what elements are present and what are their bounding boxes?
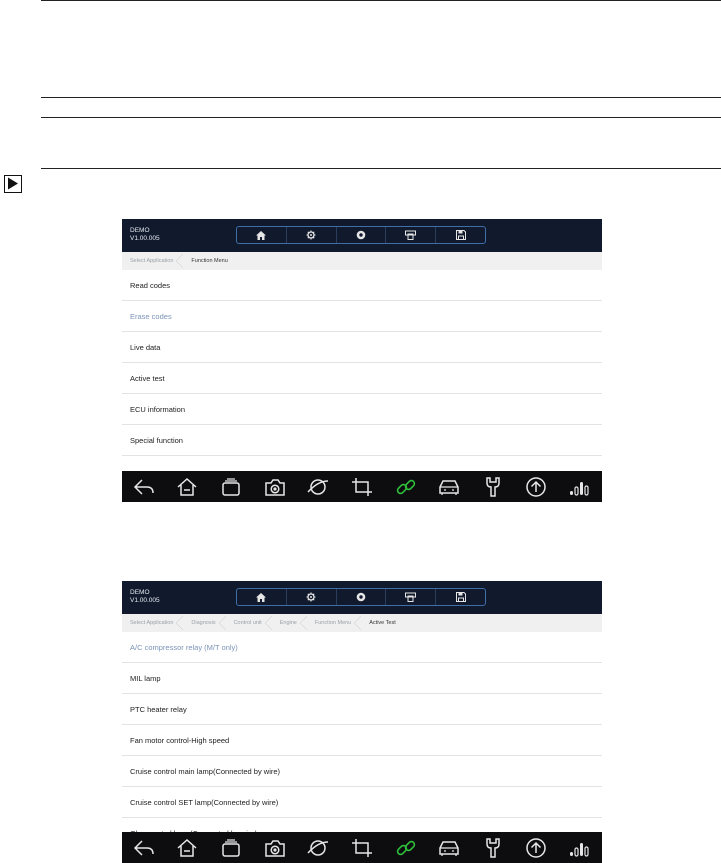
- recent-apps-icon[interactable]: [217, 475, 245, 499]
- print-icon: [405, 592, 416, 602]
- back-icon[interactable]: [130, 836, 158, 860]
- app-brand: [130, 589, 160, 605]
- bottom-navbar: [122, 832, 602, 863]
- settings-button[interactable]: [287, 589, 337, 605]
- settings-button[interactable]: [287, 227, 337, 243]
- upgrade-icon[interactable]: [522, 836, 550, 860]
- section-rule-1: [41, 97, 721, 98]
- home-outline-icon[interactable]: [173, 475, 201, 499]
- settings-icon: [306, 230, 316, 240]
- bottom-navbar: [122, 471, 602, 502]
- list-item[interactable]: PTC heater relay: [122, 694, 602, 725]
- list-item[interactable]: Cruise control main lamp(Connected by wire): [122, 756, 602, 787]
- breadcrumb: [122, 252, 602, 270]
- camera-icon[interactable]: [261, 475, 289, 499]
- save-button[interactable]: [436, 227, 485, 243]
- list-item[interactable]: A/C compressor relay (M/T only): [122, 632, 602, 663]
- vehicle-icon[interactable]: [435, 836, 463, 860]
- home-icon: [256, 593, 266, 602]
- app-brand: [130, 227, 160, 243]
- function-menu-screenshot: [122, 219, 602, 502]
- app-header: [122, 219, 602, 252]
- list-item[interactable]: Special function: [122, 425, 602, 456]
- brand-name: DEMO: [130, 227, 150, 234]
- record-icon: [356, 230, 366, 240]
- save-icon: [456, 592, 466, 602]
- breadcrumb-item[interactable]: Engine: [272, 614, 307, 632]
- signal-icon[interactable]: [566, 475, 594, 499]
- home-outline-icon[interactable]: [173, 836, 201, 860]
- top-rule: [41, 0, 721, 1]
- browser-icon[interactable]: [304, 475, 332, 499]
- breadcrumb-item[interactable]: Function Menu: [307, 614, 361, 632]
- active-test-screenshot: [122, 581, 602, 863]
- breadcrumb-item[interactable]: Select Application: [122, 614, 183, 632]
- camera-icon[interactable]: [261, 836, 289, 860]
- list-item[interactable]: ECU information: [122, 394, 602, 425]
- print-button[interactable]: [386, 227, 436, 243]
- list-item[interactable]: Erase codes: [122, 301, 602, 332]
- home-button[interactable]: [237, 227, 287, 243]
- list-item[interactable]: MIL lamp: [122, 663, 602, 694]
- breadcrumb-item[interactable]: Function Menu: [191, 258, 228, 264]
- repair-icon[interactable]: [479, 836, 507, 860]
- crop-icon[interactable]: [348, 475, 376, 499]
- repair-icon[interactable]: [479, 475, 507, 499]
- save-icon: [456, 230, 466, 240]
- app-version: V1.00.005: [130, 597, 160, 604]
- settings-icon: [306, 592, 316, 602]
- breadcrumb-item[interactable]: Control unit: [226, 614, 272, 632]
- section-rule-2: [41, 117, 721, 118]
- record-button[interactable]: [337, 589, 387, 605]
- active-test-list: [122, 632, 602, 849]
- vci-link-icon[interactable]: [392, 836, 420, 860]
- browser-icon[interactable]: [304, 836, 332, 860]
- upgrade-icon[interactable]: [522, 475, 550, 499]
- vci-link-icon[interactable]: [392, 475, 420, 499]
- breadcrumb: [122, 614, 602, 632]
- app-header: [122, 581, 602, 614]
- recent-apps-icon[interactable]: [217, 836, 245, 860]
- breadcrumb-item[interactable]: Diagnosis: [183, 614, 225, 632]
- list-item[interactable]: Fan motor control-High speed: [122, 725, 602, 756]
- home-icon: [256, 231, 266, 240]
- print-icon: [405, 230, 416, 240]
- top-toolbar: [236, 588, 486, 606]
- signal-icon[interactable]: [566, 836, 594, 860]
- play-icon: [4, 175, 22, 193]
- list-item[interactable]: Live data: [122, 332, 602, 363]
- list-item[interactable]: Read codes: [122, 270, 602, 301]
- brand-name: DEMO: [130, 589, 150, 596]
- section-rule-3: [41, 168, 721, 169]
- breadcrumb-item[interactable]: Active Test: [369, 620, 396, 626]
- back-icon[interactable]: [130, 475, 158, 499]
- list-item[interactable]: Active test: [122, 363, 602, 394]
- home-button[interactable]: [237, 589, 287, 605]
- breadcrumb-item[interactable]: Select Application: [122, 252, 183, 270]
- save-button[interactable]: [436, 589, 485, 605]
- list-item[interactable]: Cruise control SET lamp(Connected by wire): [122, 787, 602, 818]
- crop-icon[interactable]: [348, 836, 376, 860]
- vehicle-icon[interactable]: [435, 475, 463, 499]
- app-version: V1.00.005: [130, 235, 160, 242]
- function-list: [122, 270, 602, 456]
- record-icon: [356, 592, 366, 602]
- print-button[interactable]: [386, 589, 436, 605]
- record-button[interactable]: [337, 227, 387, 243]
- top-toolbar: [236, 226, 486, 244]
